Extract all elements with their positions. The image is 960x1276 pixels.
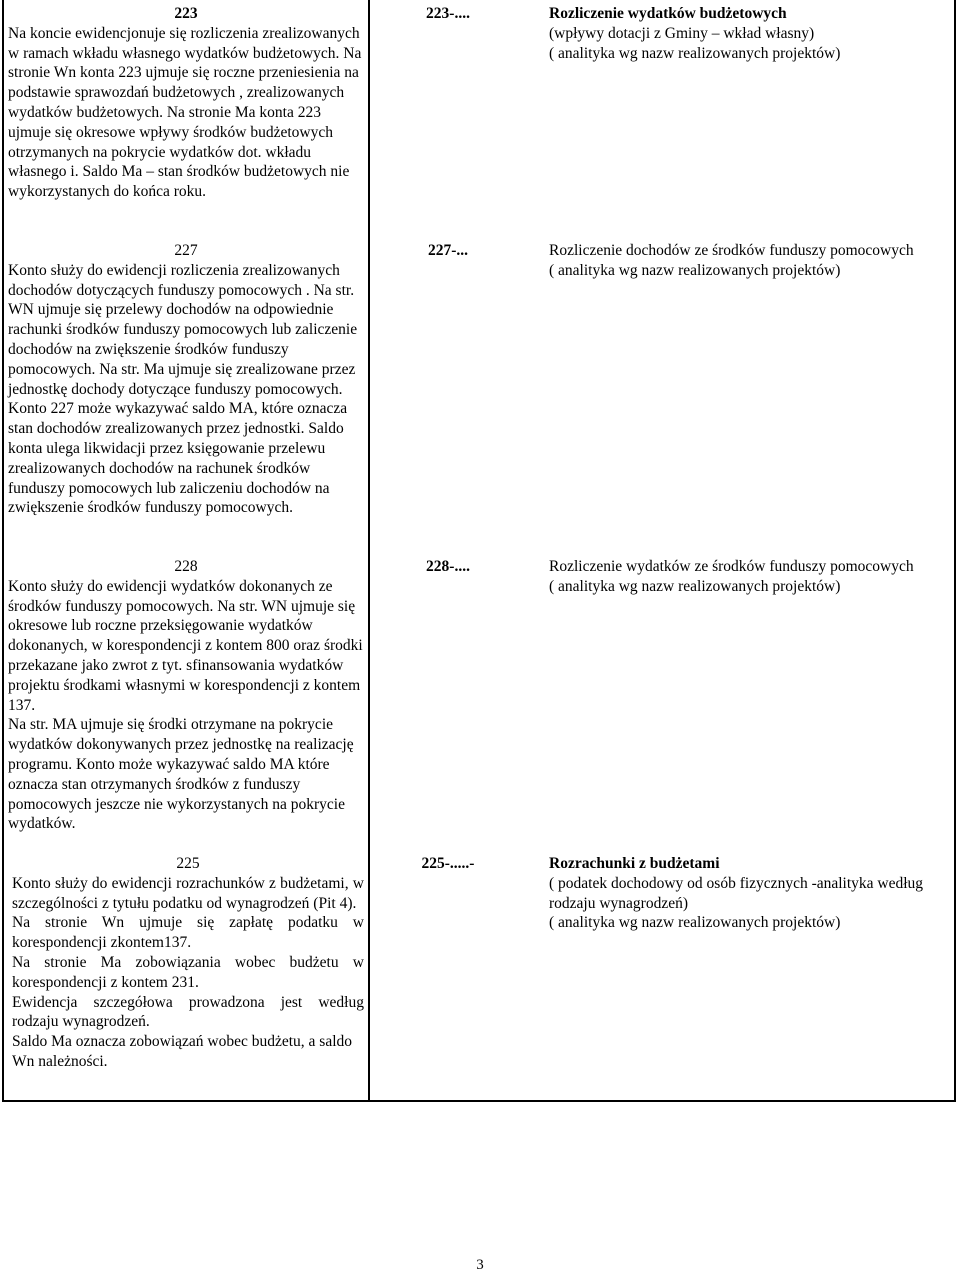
account-225-code: 225-.....- bbox=[421, 855, 475, 872]
description-paragraph: Na str. MA ujmuje się środki otrzymane na pokrycie wydatków dokonywanych przez jednostkę na realizację programu. Konto może wykazywać saldo MA które oznacza stan otrzymanych środków z funduszy pomocowych jeszcze nie wykorzystanych na pokrycie wydatków. bbox=[8, 716, 354, 833]
description-paragraph: Konto służy do ewidencji rozliczenia zrealizowanych dochodów dotyczących funduszy pomocowych . Na str. WN ujmuje się przelewy dochodów na odpowiednie rachunki środków funduszy pomocowych lub zaliczenie dochodów na zwiększenie środków funduszy pomocowych. Na str. Ma ujmuje się zrealizowane przez jednostkę dochody dotyczące funduszy pomocowych. Konto 227 może wykazywać saldo MA, które oznacza stan dochodów zrealizowanych przez jednostki. Saldo konta ulega likwidacji przez księgowanie przelewu zrealizowanych dochodów na rachunek środków funduszy pomocowych lub zaliczeniu dochodów na zwiększenie środków funduszy pomocowych. bbox=[8, 261, 358, 517]
description-paragraph: Konto służy do ewidencji wydatków dokonanych ze środków funduszy pomocowych. Na str. WN ujmuje się okresowe lub roczne przeksięgowanie wydatków dokonanych, w korespondencji z kontem 800 oraz środki przekazane jako zwrot z tyt. sfinansowania wydatków projektu środkami własnymi w korespondencji z kontem 137. bbox=[8, 577, 363, 714]
account-223-description bbox=[8, 4, 364, 202]
description-paragraph: Konto służy do ewidencji rozrachunków z budżetami, w szczególności z tytułu podatku od wynagrodzeń (Pit 4). bbox=[12, 874, 364, 912]
account-title: Rozliczenie wydatków ze środków funduszy pomocowych bbox=[549, 558, 914, 575]
account-title: Rozliczenie wydatków budżetowych bbox=[549, 5, 787, 22]
account-number: 223 bbox=[174, 5, 198, 22]
account-title: Rozliczenie dochodów ze środków funduszy pomocowych bbox=[549, 242, 914, 259]
table-border-bottom bbox=[2, 1100, 956, 1102]
account-228-code: 228-.... bbox=[426, 558, 470, 575]
table-border-right bbox=[954, 0, 956, 1102]
page-number: 3 bbox=[476, 1257, 484, 1273]
analytics-line: (wpływy dotacji z Gminy – wkład własny) bbox=[549, 24, 815, 42]
column-divider bbox=[368, 0, 370, 1102]
account-227-description bbox=[8, 241, 364, 518]
account-227-analytics bbox=[549, 241, 949, 281]
account-number: 225 bbox=[176, 855, 200, 872]
account-number: 227 bbox=[174, 242, 198, 259]
account-228-description bbox=[8, 557, 364, 834]
description-paragraph: Saldo Ma oznacza zobowiązań wobec budżetu, a saldo Wn należności. bbox=[12, 1033, 353, 1070]
analytics-line: ( analityka wg nazw realizowanych projektów) bbox=[549, 44, 841, 62]
analytics-line: ( analityka wg nazw realizowanych projektów) bbox=[549, 914, 841, 932]
table-border-left bbox=[2, 0, 4, 1102]
analytics-line: ( podatek dochodowy od osób fizycznych -analityka według rodzaju wynagrodzeń) bbox=[549, 874, 924, 912]
description-paragraph: Ewidencja szczegółowa prowadzona jest według rodzaju wynagrodzeń. bbox=[12, 993, 364, 1031]
account-223-analytics bbox=[549, 4, 949, 63]
account-228-analytics bbox=[549, 557, 949, 597]
account-223-code: 223-.... bbox=[426, 5, 470, 22]
description-paragraph: Na stronie Ma zobowiązania wobec budżetu w korespondencji z kontem 231. bbox=[12, 953, 364, 991]
analytics-line: ( analityka wg nazw realizowanych projektów) bbox=[549, 261, 841, 279]
account-number: 228 bbox=[174, 558, 198, 575]
description-paragraph: Na stronie Wn ujmuje się zapłatę podatku w korespondencji zkontem137. bbox=[12, 914, 364, 952]
account-225-description bbox=[12, 854, 364, 1072]
analytics-line: ( analityka wg nazw realizowanych projektów) bbox=[549, 577, 841, 595]
account-227-code: 227-... bbox=[427, 242, 469, 259]
account-title: Rozrachunki z budżetami bbox=[549, 855, 720, 872]
account-225-analytics bbox=[549, 854, 949, 933]
description-paragraph: Na koncie ewidencjonuje się rozliczenia zrealizowanych w ramach wkładu własnego wydatków budżetowych. Na stronie Wn konta 223 ujmuje się roczne przeniesienia na podstawie sprawozdań budżetowych , zrealizowanych wydatków budżetowych. Na stronie Ma konta 223 ujmuje się okresowe wpływy środków budżetowych otrzymanych na pokrycie wydatków dot. wkładu własnego i. Saldo Ma – stan środków budżetowych nie wykorzystanych do końca roku. bbox=[8, 24, 362, 201]
